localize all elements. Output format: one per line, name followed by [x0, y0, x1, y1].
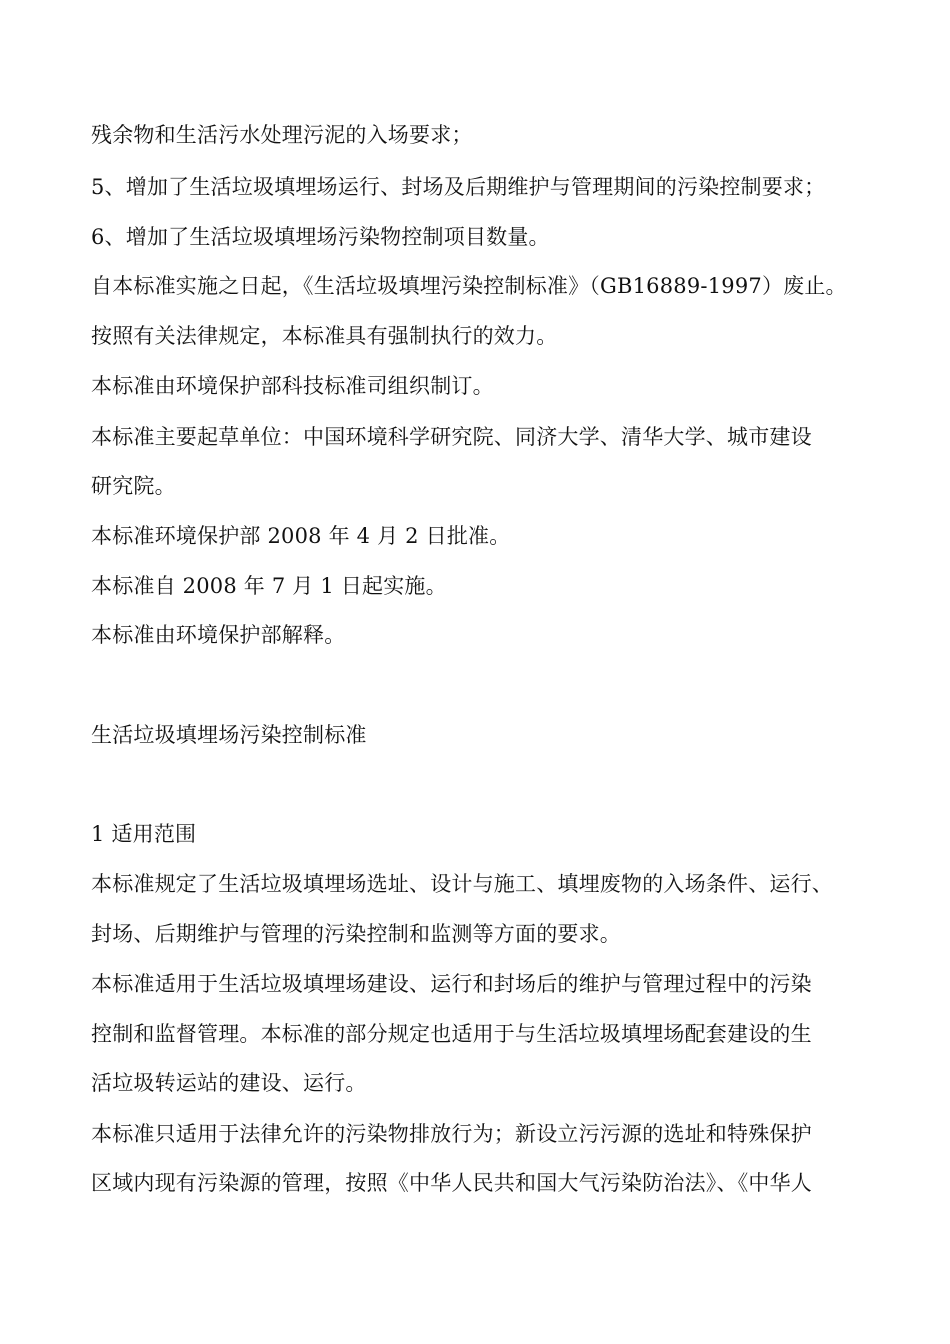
text-line: 自本标准实施之日起，《生活垃圾填埋污染控制标准》（GB16889-1997）废止。	[91, 274, 847, 298]
text-line: 本标准自 2008 年 7 月 1 日起实施。	[91, 574, 447, 598]
text-line: 本标准由环境保护部科技标准司组织制订。	[91, 374, 494, 398]
text-line: 按照有关法律规定，本标准具有强制执行的效力。	[91, 324, 558, 348]
text-line: 残余物和生活污水处理污泥的入场要求；	[91, 123, 473, 147]
section-heading: 1 适用范围	[91, 822, 197, 846]
text-line: 本标准环境保护部 2008 年 4 月 2 日批准。	[91, 524, 511, 548]
text-line: 6、增加了生活垃圾填埋场污染物控制项目数量。	[91, 225, 550, 249]
text-line: 控制和监督管理。本标准的部分规定也适用于与生活垃圾填埋场配套建设的生	[91, 1022, 812, 1046]
text-line: 本标准由环境保护部解释。	[91, 623, 346, 647]
section-title: 生活垃圾填埋场污染控制标准	[91, 723, 367, 747]
text-line: 本标准规定了生活垃圾填埋场选址、设计与施工、填埋废物的入场条件、运行、	[91, 872, 833, 896]
text-line: 区域内现有污染源的管理，按照《中华人民共和国大气污染防治法》、《中华人	[91, 1171, 812, 1195]
text-line: 本标准主要起草单位：中国环境科学研究院、同济大学、清华大学、城市建设	[91, 425, 812, 449]
text-line: 本标准适用于生活垃圾填埋场建设、运行和封场后的维护与管理过程中的污染	[91, 972, 812, 996]
text-line: 封场、后期维护与管理的污染控制和监测等方面的要求。	[91, 922, 621, 946]
text-line: 本标准只适用于法律允许的污染物排放行为；新设立污污源的选址和特殊保护	[91, 1122, 812, 1146]
text-line: 活垃圾转运站的建设、运行。	[91, 1071, 367, 1095]
text-line: 5、增加了生活垃圾填埋场运行、封场及后期维护与管理期间的污染控制要求；	[91, 175, 826, 199]
text-line: 研究院。	[91, 474, 176, 498]
